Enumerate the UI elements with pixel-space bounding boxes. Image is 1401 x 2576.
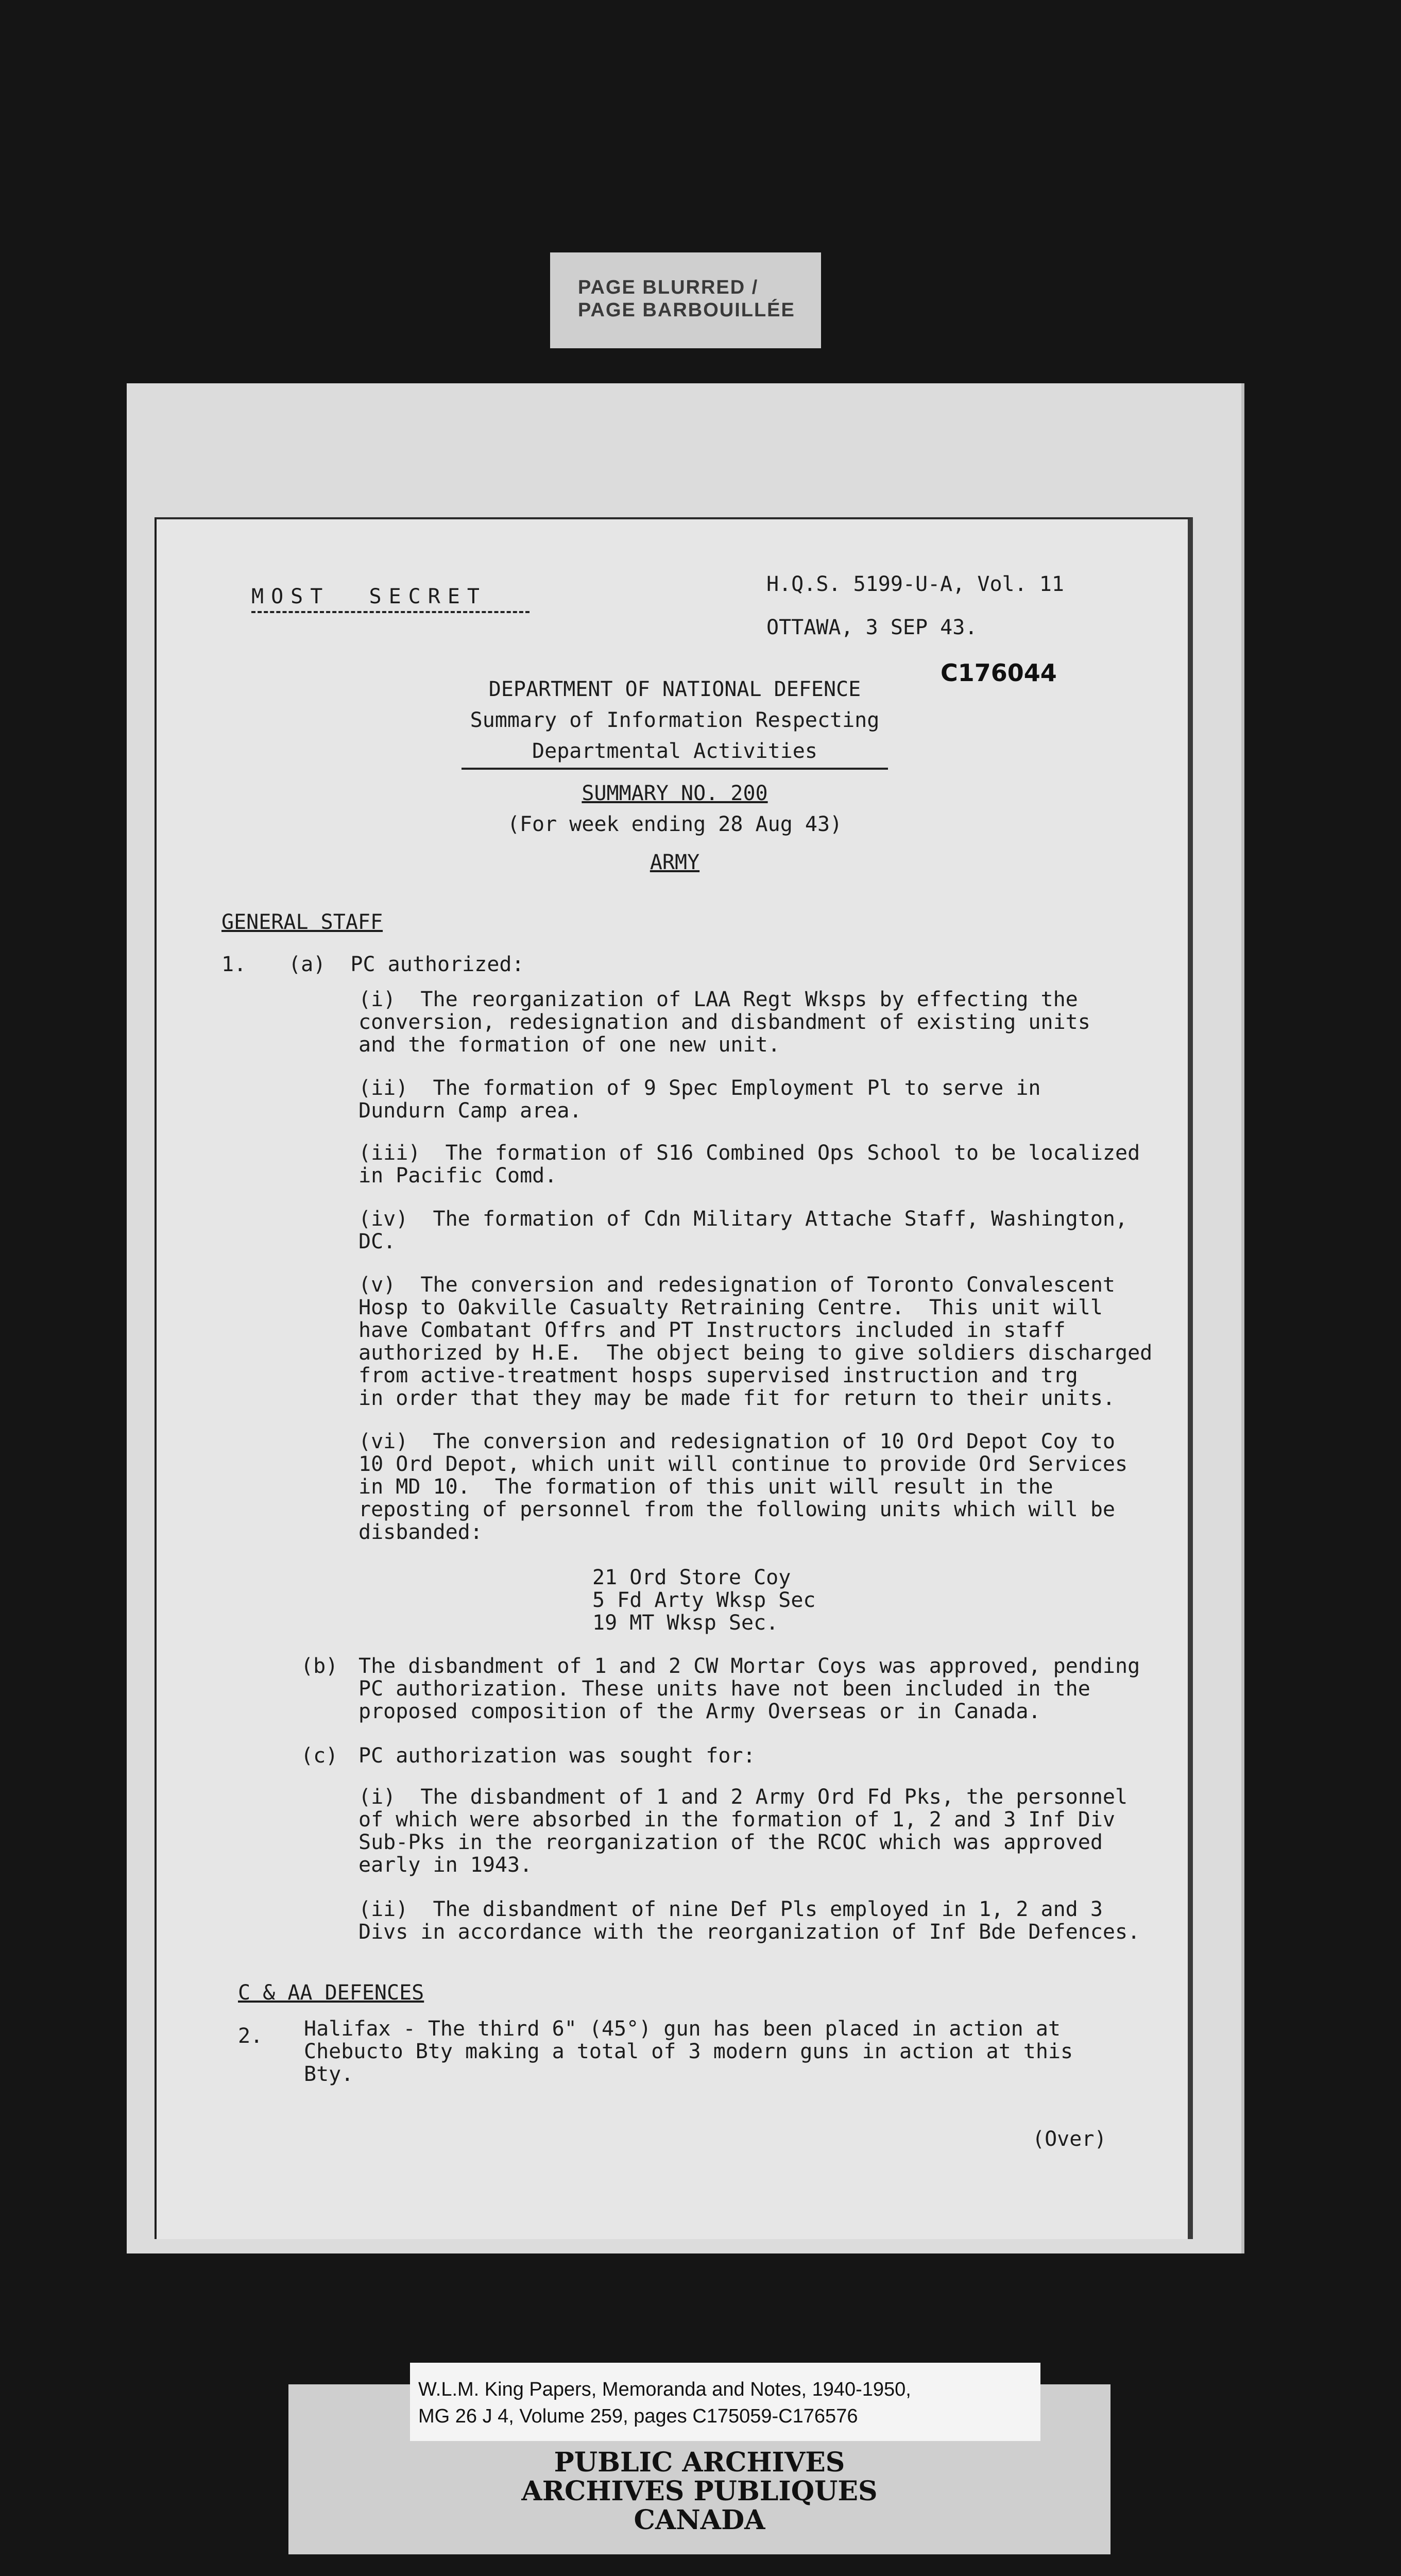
classification-underline bbox=[251, 611, 529, 613]
para-ii-line: (ii) The formation of 9 Spec Employment Pl to serve in bbox=[358, 1076, 1041, 1100]
summary-title-line-1: Summary of Information Respecting bbox=[470, 708, 880, 732]
para-2-line: Halifax - The third 6" (45°) gun has been placed in action at bbox=[304, 2017, 1061, 2041]
para-v-line: from active-treatment hosps supervised instruction and trg bbox=[358, 1364, 1078, 1387]
para-i-line: (i) The reorganization of LAA Regt Wksps by effecting the bbox=[358, 988, 1078, 1011]
public-archives-line-1: PUBLIC ARCHIVES bbox=[554, 2447, 845, 2478]
para-vi-line: reposting of personnel from the following units which will be bbox=[358, 1498, 1116, 1521]
para-c-ii-line: Divs in accordance with the reorganization of Inf Bde Defences. bbox=[358, 1920, 1140, 1944]
para-ii-line: Dundurn Camp area. bbox=[358, 1099, 582, 1123]
para-iv-line: DC. bbox=[358, 1230, 396, 1253]
para-i-line: and the formation of one new unit. bbox=[358, 1033, 780, 1057]
item-1b-label: (b) bbox=[301, 1654, 338, 1678]
para-c-i-line: (i) The disbandment of 1 and 2 Army Ord Fd Pks, the personnel bbox=[358, 1785, 1128, 1809]
para-iii-line: (iii) The formation of S16 Combined Ops School to be localized bbox=[358, 1141, 1140, 1165]
para-iii-line: in Pacific Comd. bbox=[358, 1164, 557, 1188]
para-v-line: in order that they may be made fit for return to their units. bbox=[358, 1386, 1116, 1410]
stamp-line-2: PAGE BARBOUILLÉE bbox=[578, 299, 795, 321]
item-2-number: 2. bbox=[238, 2024, 263, 2048]
classification-marking: MOST SECRET bbox=[251, 585, 487, 608]
summary-number: SUMMARY NO. 200 bbox=[582, 782, 768, 805]
para-b-line: PC authorization. These units have not been included in the bbox=[358, 1677, 1090, 1701]
archive-reference-line-2: MG 26 J 4, Volume 259, pages C175059-C176576 bbox=[418, 2405, 858, 2427]
item-1c-label: (c) bbox=[301, 1744, 338, 1768]
file-reference: H.Q.S. 5199-U-A, Vol. 11 bbox=[766, 572, 1064, 596]
para-2-line: Bty. bbox=[304, 2062, 354, 2086]
disbanded-unit: 21 Ord Store Coy bbox=[592, 1566, 791, 1589]
public-archives-line-2: ARCHIVES PUBLIQUES bbox=[521, 2476, 878, 2507]
para-b-line: proposed composition of the Army Overseas or in Canada. bbox=[358, 1700, 1041, 1723]
title-rule bbox=[462, 768, 888, 770]
para-vi-line: 10 Ord Depot, which unit will continue to provide Ord Services bbox=[358, 1452, 1128, 1476]
disbanded-unit: 5 Fd Arty Wksp Sec bbox=[592, 1588, 816, 1612]
para-b-line: The disbandment of 1 and 2 CW Mortar Coys was approved, pending bbox=[358, 1654, 1140, 1678]
para-c-i-line: early in 1943. bbox=[358, 1853, 533, 1877]
para-v-line: have Combatant Offrs and PT Instructors included in staff bbox=[358, 1318, 1066, 1342]
para-v-line: (v) The conversion and redesignation of Toronto Convalescent bbox=[358, 1273, 1116, 1297]
place-date: OTTAWA, 3 SEP 43. bbox=[766, 616, 978, 639]
item-1a-label: (a) PC authorized: bbox=[288, 953, 524, 976]
stamp-line-1: PAGE BLURRED / bbox=[578, 277, 759, 298]
para-c-ii-line: (ii) The disbandment of nine Def Pls employed in 1, 2 and 3 bbox=[358, 1897, 1103, 1921]
para-vi-line: disbanded: bbox=[358, 1520, 483, 1544]
department-heading: DEPARTMENT OF NATIONAL DEFENCE bbox=[488, 677, 861, 701]
archive-reference-line-1: W.L.M. King Papers, Memoranda and Notes, 1940-1950, bbox=[418, 2379, 911, 2400]
para-c-i-line: of which were absorbed in the formation of 1, 2 and 3 Inf Div bbox=[358, 1808, 1116, 1832]
para-2-line: Chebucto Bty making a total of 3 modern guns in action at this bbox=[304, 2040, 1073, 2063]
general-staff-heading: GENERAL STAFF bbox=[221, 910, 383, 934]
archive-page-number: C176044 bbox=[941, 659, 1057, 687]
public-archives-line-3: CANADA bbox=[634, 2504, 765, 2536]
para-vi-line: in MD 10. The formation of this unit will result in the bbox=[358, 1475, 1053, 1499]
disbanded-unit: 19 MT Wksp Sec. bbox=[592, 1611, 779, 1635]
para-v-line: authorized by H.E. The object being to give soldiers discharged bbox=[358, 1341, 1153, 1365]
para-vi-line: (vi) The conversion and redesignation of 10 Ord Depot Coy to bbox=[358, 1430, 1116, 1453]
archive-reference-label bbox=[410, 2363, 1040, 2441]
item-1-number: 1. bbox=[221, 953, 247, 976]
public-archives-text bbox=[288, 2448, 1110, 2535]
para-i-line: conversion, redesignation and disbandment of existing units bbox=[358, 1010, 1090, 1034]
section-army: ARMY bbox=[650, 851, 700, 874]
para-c-i-line: Sub-Pks in the reorganization of the RCOC which was approved bbox=[358, 1831, 1103, 1854]
over-note: (Over) bbox=[1032, 2127, 1107, 2151]
para-v-line: Hosp to Oakville Casualty Retraining Centre. This unit will bbox=[358, 1296, 1103, 1319]
defences-heading: C & AA DEFENCES bbox=[238, 1981, 424, 2005]
week-ending: (For week ending 28 Aug 43) bbox=[507, 812, 843, 836]
summary-title-line-2: Departmental Activities bbox=[532, 739, 817, 763]
para-c-intro: PC authorization was sought for: bbox=[358, 1744, 756, 1768]
para-iv-line: (iv) The formation of Cdn Military Attache Staff, Washington, bbox=[358, 1207, 1128, 1231]
